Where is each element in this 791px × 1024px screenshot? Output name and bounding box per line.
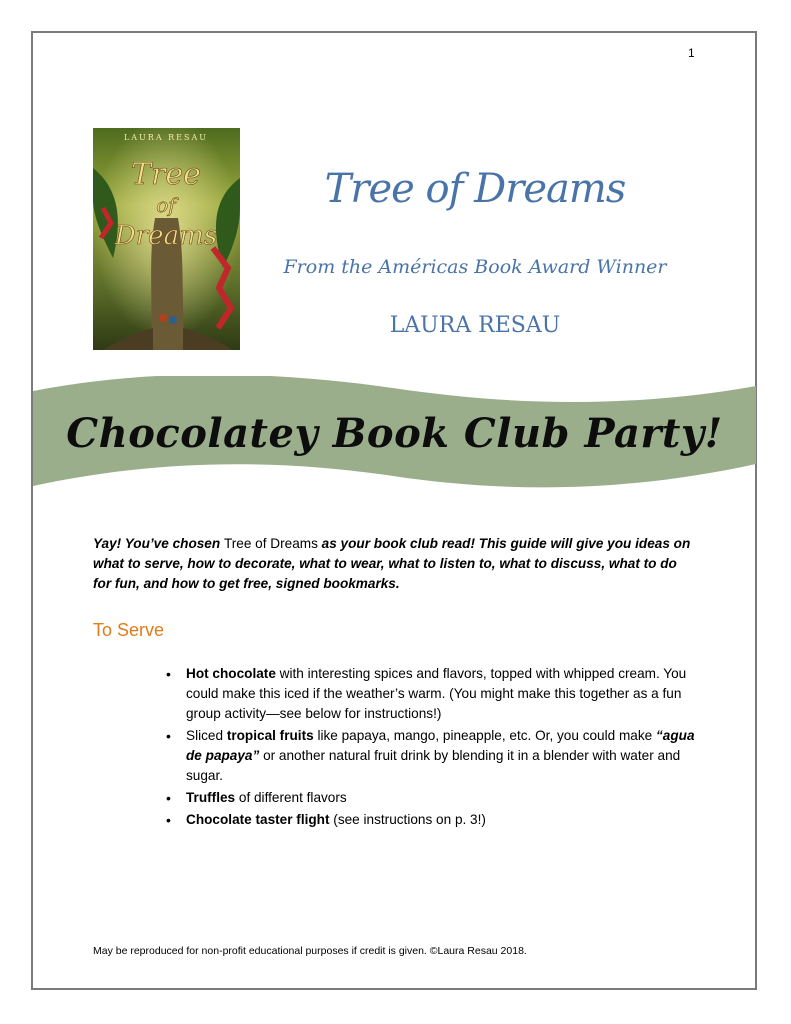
list-item <box>164 726 704 786</box>
cover-title-line-1: Tree <box>131 157 201 192</box>
item-bold-italic: “agua de papaya” <box>186 728 695 763</box>
intro-book-title: Tree of Dreams <box>223 536 318 551</box>
intro-paragraph <box>93 534 693 594</box>
item-bold: Hot chocolate <box>186 666 276 681</box>
list-item <box>164 788 704 808</box>
list-item <box>164 810 704 830</box>
intro-part-1: Yay! You’ve chosen <box>93 536 224 551</box>
cover-title-line-2: of <box>156 193 176 217</box>
award-subtitle: From the Américas Book Award Winner <box>283 256 667 278</box>
item-text-2: or another natural fruit drink by blending it in a blender with water and sugar. <box>186 748 681 783</box>
section-heading-to-serve: To Serve <box>93 620 165 640</box>
book-cover-image <box>93 128 240 350</box>
item-pre: Sliced <box>186 728 227 743</box>
document-title: Tree of Dreams <box>324 166 626 212</box>
item-text: with interesting spices and flavors, topped with whipped cream. You could make this iced if the weather’s warm. (You might make this together as a fun group activity—see below for instructions!) <box>186 666 687 721</box>
to-serve-list <box>164 664 704 832</box>
intro-part-2: as your book club read! This guide will give you ideas on what to serve, how to decorate, what to wear, what to listen to, what to discuss, what to do for fun, and how to get free, signed bookmarks. <box>93 536 691 591</box>
cover-title-line-3: Dreams <box>114 221 218 251</box>
item-bold: tropical fruits <box>226 728 314 743</box>
cover-author: LAURA RESAU <box>123 133 209 142</box>
page-number: 1 <box>688 46 695 60</box>
item-text: (see instructions on p. 3!) <box>329 812 486 827</box>
author-name: LAURA RESAU <box>389 313 561 338</box>
item-text: like papaya, mango, pineapple, etc. Or, you could make <box>313 728 656 743</box>
item-bold: Truffles <box>186 790 236 805</box>
item-text: of different flavors <box>235 790 347 805</box>
footer-note: May be reproduced for non-profit educational purposes if credit is given. ©Laura Resau 2018. <box>93 945 527 957</box>
list-item <box>164 664 704 724</box>
banner-heading: Chocolatey Book Club Party! <box>66 410 723 457</box>
item-bold: Chocolate taster flight <box>186 812 330 827</box>
